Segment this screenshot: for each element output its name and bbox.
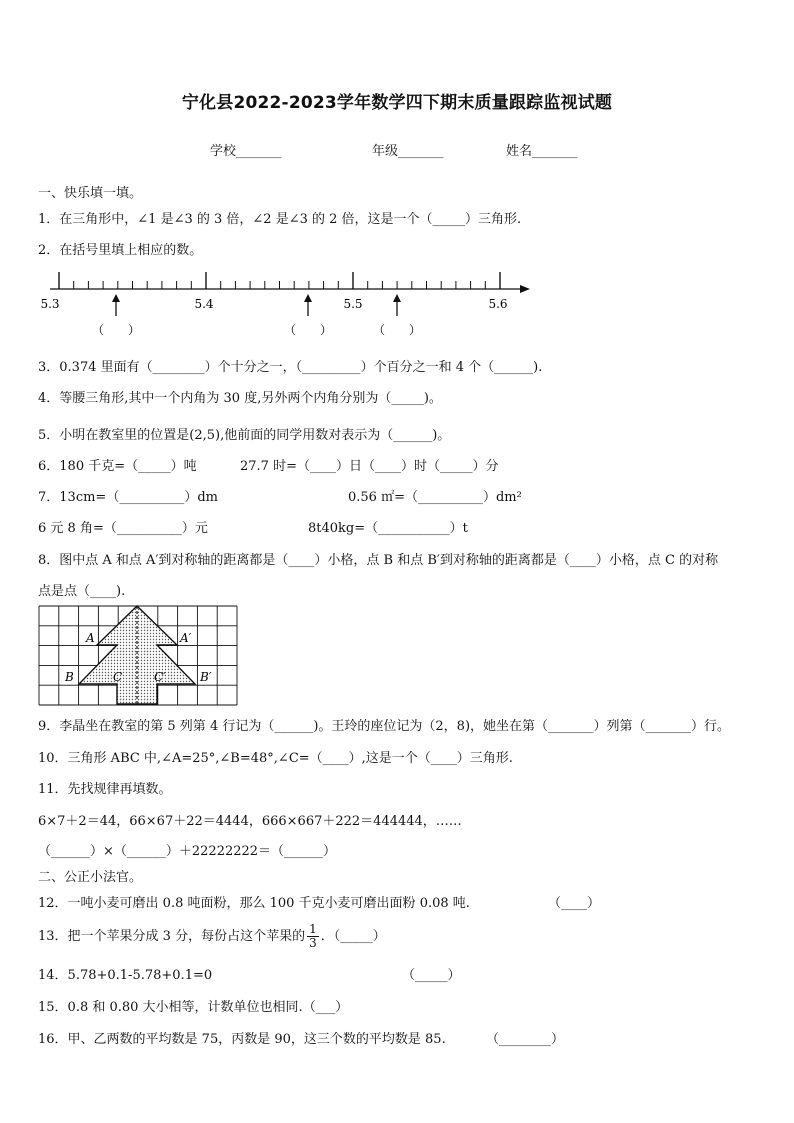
question-11-pattern: 6×7＋2＝44，66×67＋22＝4444，666×667＋222＝444444，…… — [38, 814, 462, 829]
question-16: 16．甲、乙两数的平均数是 75，丙数是 90，这三个数的平均数是 85. — [38, 1032, 446, 1047]
grade-field: 年级_______ — [372, 144, 444, 159]
question-10: 10．三角形 ABC 中,∠A=25°,∠B=48°,∠C=（____）,这是一个（____）三角形. — [38, 751, 513, 766]
arrow-up-icon — [112, 294, 120, 316]
point-label-C: C — [113, 670, 123, 684]
tick-label-5-6: 5.6 — [488, 297, 508, 311]
number-line-ticks — [59, 272, 500, 289]
question-12-answer: （____） — [548, 896, 601, 911]
question-14: 14．5.78+0.1-5.78+0.1=0 — [38, 968, 213, 983]
question-16-answer: （________） — [486, 1032, 565, 1047]
question-6-part-a: 6．180 千克=（_____）吨 — [38, 459, 197, 474]
school-field: 学校_______ — [210, 144, 282, 159]
question-5: 5．小明在教室里的位置是(2,5),他前面的同学用数对表示为（______)。 — [38, 428, 451, 443]
section-2-heading: 二、公正小法官。 — [38, 870, 143, 885]
section-1-heading: 一、快乐填一填。 — [38, 186, 143, 201]
question-8-line-2: 点是点（____). — [38, 584, 126, 599]
question-2: 2．在括号里填上相应的数。 — [38, 243, 203, 258]
point-label-A: A — [86, 631, 95, 645]
number-line — [40, 264, 540, 342]
question-13-text: 13．把一个苹果分成 3 分，每份占这个苹果的 — [38, 929, 306, 944]
question-6-part-b: 27.7 时=（____）日（____）时（_____）分 — [240, 459, 499, 474]
tick-label-5-3: 5.3 — [40, 297, 60, 311]
question-13 — [38, 923, 386, 950]
point-label-C-prime: C′ — [154, 670, 166, 684]
tick-label-5-5: 5.5 — [343, 297, 363, 311]
answer-paren-1: （ ） — [91, 323, 141, 337]
question-7-part-c: 6 元 8 角=（__________）元 — [38, 521, 208, 536]
number-line-axis — [50, 285, 530, 293]
question-11: 11．先找规律再填数。 — [38, 782, 172, 797]
question-4: 4．等腰三角形,其中一个内角为 30 度,另外两个内角分别为（_____)。 — [38, 391, 442, 406]
answer-paren-3: （ ） — [372, 323, 422, 337]
question-13-answer: ．（_____） — [320, 929, 386, 944]
question-7-part-a: 7．13cm=（__________）dm — [38, 490, 218, 505]
name-field: 姓名_______ — [506, 144, 578, 159]
question-11-blank: （______）×（______）＋22222222＝（______） — [38, 844, 337, 859]
question-8-line-1: 8．图中点 A 和点 A′到对称轴的距离都是（____）小格，点 B 和点 B′到对称轴的距离都是（____）小格，点 C 的对称 — [38, 553, 719, 568]
question-12: 12．一吨小麦可磨出 0.8 吨面粉，那么 100 千克小麦可磨出面粉 0.08 吨. — [38, 896, 470, 911]
answer-paren-2: （ ） — [283, 323, 333, 337]
question-7-part-b: 0.56 ㎡=（__________）dm² — [348, 490, 522, 505]
question-15: 15．0.8 和 0.80 大小相等，计数单位也相同.（___） — [38, 1000, 349, 1015]
arrow-up-icon — [393, 294, 401, 316]
fraction-numerator: 1 — [309, 922, 317, 936]
question-9: 9．李晶坐在教室的第 5 列第 4 行记为（______)。王玲的座位记为（2，8)，她坐在第（_______）列第（_______）行。 — [38, 719, 731, 734]
fraction-denominator: 3 — [309, 936, 317, 950]
question-7-part-d: 8t40kg=（___________）t — [308, 521, 468, 536]
arrow-up-icon — [304, 294, 312, 316]
page-title: 宁化县2022-2023学年数学四下期末质量跟踪监视试题 — [181, 93, 613, 113]
point-label-B-prime: B′ — [200, 670, 212, 684]
question-14-answer: （_____） — [402, 968, 461, 983]
point-label-A-prime: A′ — [180, 631, 192, 645]
question-3: 3．0.374 里面有（________）个十分之一，（_________）个百分之一和 4 个（______). — [38, 360, 543, 375]
point-label-B: B — [65, 670, 74, 684]
symmetry-grid-figure — [38, 605, 240, 707]
tick-label-5-4: 5.4 — [194, 297, 214, 311]
question-1: 1．在三角形中，∠1 是∠3 的 3 倍，∠2 是∠3 的 2 倍，这是一个（_____）三角形. — [38, 212, 522, 227]
fraction-one-third — [307, 923, 319, 950]
